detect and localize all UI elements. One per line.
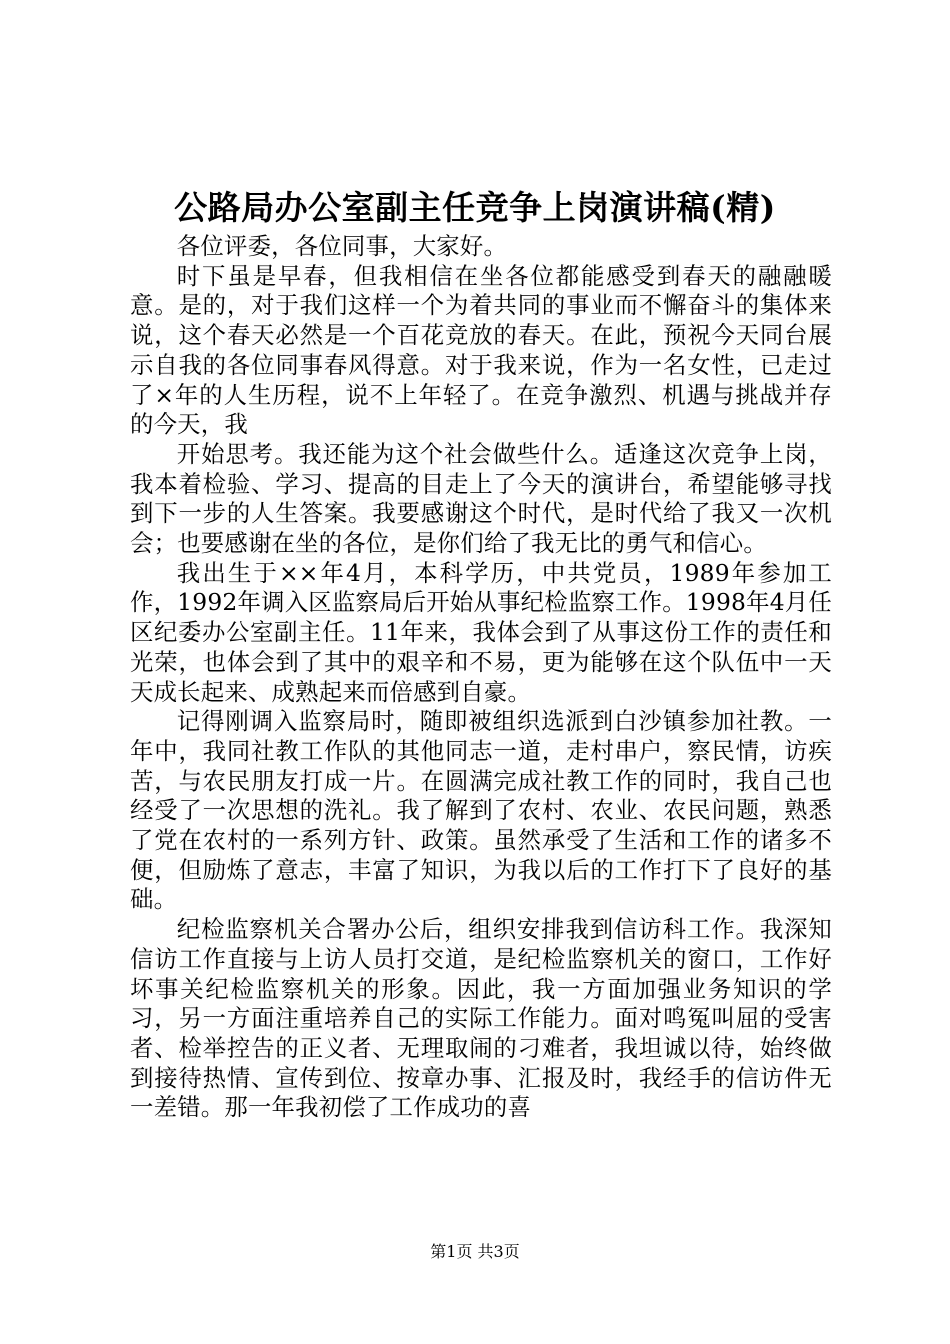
paragraph-3: 我出生于××年4月，本科学历，中共党员，1989年参加工作，1992年调入区监察局后开始从事纪检监察工作。1998年4月任区纪委办公室副主任。11年来，我体会到了从事这份工作的责任和光荣，也体会到了其中的艰辛和不易，更为能够在这个队伍中一天天成长起来、成熟起来而倍感到自豪。 [130,558,832,706]
paragraph-4: 记得刚调入监察局时，随即被组织选派到白沙镇参加社教。一年中，我同社教工作队的其他同志一道，走村串户，察民情，访疾苦，与农民朋友打成一片。在圆满完成社教工作的同时，我自己也经受了一次思想的洗礼。我了解到了农村、农业、农民问题，熟悉了党在农村的一系列方针、政策。虽然承受了生活和工作的诸多不便，但励炼了意志，丰富了知识，为我以后的工作打下了良好的基础。 [130,707,832,914]
paragraph-1: 时下虽是早春，但我相信在坐各位都能感受到春天的融融暖意。是的，对于我们这样一个为着共同的事业而不懈奋斗的集体来说，这个春天必然是一个百花竞放的春天。在此，预祝今天同台展示自我的各位同事春风得意。对于我来说，作为一名女性，已走过了×年的人生历程，说不上年轻了。在竞争激烈、机遇与挑战并存的今天，我 [130,261,832,439]
document-body [130,232,832,1123]
paragraph-2: 开始思考。我还能为这个社会做些什么。适逢这次竞争上岗，我本着检验、学习、提高的目走上了今天的演讲台，希望能够寻找到下一步的人生答案。我要感谢这个时代，是时代给了我又一次机会；也要感谢在坐的各位，是你们给了我无比的勇气和信心。 [130,439,832,558]
paragraph-5: 纪检监察机关合署办公后，组织安排我到信访科工作。我深知信访工作直接与上访人员打交道，是纪检监察机关的窗口，工作好坏事关纪检监察机关的形象。因此，我一方面加强业务知识的学习，另一方面注重培养自己的实际工作能力。面对鸣冤叫屈的受害者、检举控告的正义者、无理取闹的刁难者，我坦诚以待，始终做到接待热情、宣传到位、按章办事、汇报及时，我经手的信访件无一差错。那一年我初偿了工作成功的喜 [130,915,832,1122]
document-title: 公路局办公室副主任竞争上岗演讲稿(精) [174,188,776,227]
page-footer: 第1页 共3页 [430,1242,520,1261]
paragraph-greeting: 各位评委，各位同事，大家好。 [176,232,508,260]
